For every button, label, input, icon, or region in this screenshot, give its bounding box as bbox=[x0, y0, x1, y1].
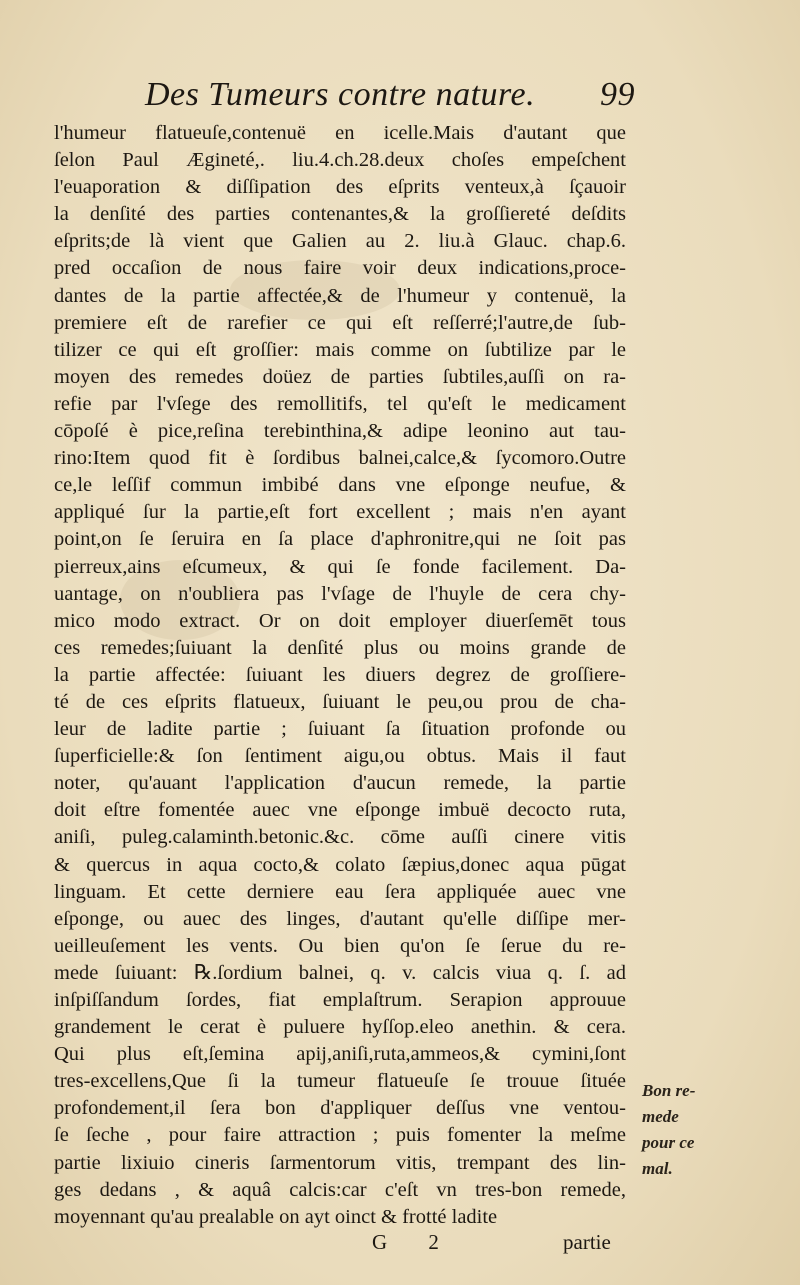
text-line: leur de ladite partie ; ſuiuant ſa ſituation profonde ou bbox=[54, 718, 626, 741]
signature-mark: G 2 bbox=[372, 1230, 457, 1254]
text-line: la denſité des parties contenantes,& la groſſiereté deſdits bbox=[54, 203, 626, 226]
text-line: pred occaſion de nous faire voir deux indications,proce- bbox=[54, 257, 626, 280]
text-line: pierreux,ains eſcumeux, & qui ſe fonde facilement. Da- bbox=[54, 555, 626, 578]
text-line: moyennant qu'au prealable on ayt oinct & frotté ladite bbox=[54, 1205, 498, 1228]
text-line: linguam. Et cette derniere eau ſera appliquée auec vne bbox=[54, 880, 626, 903]
text-line: aniſi, puleg.calaminth.betonic.&c. cōme auſſi cinere vitis bbox=[54, 826, 626, 849]
text-line: doit eſtre fomentée auec vne eſponge imbuë decocto ruta, bbox=[54, 799, 626, 822]
margin-note-line: mede bbox=[642, 1107, 679, 1126]
margin-note-line: mal. bbox=[642, 1159, 673, 1178]
text-line: inſpiſſandum ſordes, fiat emplaſtrum. Serapion approuue bbox=[54, 989, 626, 1011]
text-line: mico modo extract. Or on doit employer diuerſemēt tous bbox=[54, 609, 626, 632]
text-line: noter, qu'auant l'application d'aucun remede, la partie bbox=[54, 772, 626, 795]
text-line: moyen des remedes doüez de parties ſubtiles,auſſi on ra- bbox=[54, 365, 626, 388]
text-line: point,on ſe ſeruira en ſa place d'aphronitre,qui ne ſoit pas bbox=[54, 528, 626, 551]
text-line: ſe ſeche , pour faire attraction ; puis fomenter la meſme bbox=[54, 1124, 626, 1147]
text-line: tilizer ce qui eſt groſſier: mais comme on ſubtilize par le bbox=[54, 338, 626, 361]
text-line: premiere eſt de rarefier ce qui eſt reſſerré;l'autre,de ſub- bbox=[54, 311, 626, 334]
text-line: ces remedes;ſuiuant la denſité plus ou moins grande de bbox=[54, 636, 626, 659]
running-title: Des Tumeurs contre nature. bbox=[145, 76, 536, 113]
catchword: partie bbox=[563, 1230, 611, 1254]
body-text bbox=[54, 120, 626, 1231]
text-line: eſponge, ou auec des linges, d'autant qu'elle diſſipe mer- bbox=[54, 907, 626, 930]
text-line: l'humeur flatueuſe,contenuë en icelle.Mais d'autant que bbox=[54, 122, 626, 144]
text-line: ſelon Paul Ægineté,. liu.4.ch.28.deux choſes empeſchent bbox=[54, 149, 626, 172]
text-line: eſprits;de là vient que Galien au 2. liu.à Glauc. chap.6. bbox=[54, 230, 626, 253]
text-line: refie par l'vſege des remollitifs, tel qu'eſt le medicament bbox=[54, 392, 626, 415]
running-header bbox=[145, 72, 635, 118]
text-line: la partie affectée: ſuiuant les diuers degrez de groſſiere- bbox=[54, 663, 626, 686]
text-line: cōpoſé è pice,reſina terebinthina,& adipe leonino aut tau- bbox=[54, 420, 626, 443]
text-line: l'euaporation & diſſipation des eſprits venteux,à ſçauoir bbox=[54, 176, 626, 199]
text-line: Qui plus eſt,ſemina apij,aniſi,ruta,ammeos,& cymini,ſont bbox=[54, 1043, 626, 1066]
text-line: ueilleuſement les vents. Ou bien qu'on ſe ſerue du re- bbox=[54, 934, 626, 957]
text-line: tres-excellens,Que ſi la tumeur flatueuſe ſe trouue ſituée bbox=[54, 1070, 626, 1093]
text-line: ſuperficielle:& ſon ſentiment aigu,ou obtus. Mais il faut bbox=[54, 745, 626, 768]
text-line: partie lixiuio cineris ſarmentorum vitis, trempant des lin- bbox=[54, 1151, 626, 1174]
text-line: rino:Item quod fit è ſordibus balnei,calce,& ſycomoro.Outre bbox=[54, 447, 626, 470]
text-line: té de ces eſprits flatueux, ſuiuant le peu,ou prou de cha- bbox=[54, 690, 626, 713]
text-line: ce,le leſſif commun imbibé dans vne eſponge neufue, & bbox=[54, 474, 626, 497]
text-line: ges dedans , & aquâ calcis:car c'eſt vn tres-bon remede, bbox=[54, 1178, 626, 1201]
text-line: mede ſuiuant: ℞.ſordium balnei, q. v. calcis viua q. ſ. ad bbox=[54, 961, 626, 984]
text-line: & quercus in aqua cocto,& colato ſæpius,donec aqua pūgat bbox=[54, 853, 626, 876]
text-line: appliqué ſur la partie,eſt fort excellent ; mais n'en ayant bbox=[54, 501, 626, 524]
margin-note bbox=[642, 1078, 752, 1182]
text-line: dantes de la partie affectée,& de l'humeur y contenuë, la bbox=[54, 284, 626, 307]
text-line: uantage, on n'oubliera pas l'vſage de l'huyle de cera chy- bbox=[54, 582, 626, 605]
text-line: profondement,il ſera bon d'appliquer deſſus vne ventou- bbox=[54, 1097, 626, 1120]
margin-note-line: pour ce bbox=[642, 1133, 695, 1152]
page-number: 99 bbox=[600, 76, 635, 113]
text-line: grandement le cerat è puluere hyſſop.eleo anethin. & cera. bbox=[54, 1016, 626, 1039]
margin-note-line: Bon re- bbox=[642, 1081, 696, 1100]
